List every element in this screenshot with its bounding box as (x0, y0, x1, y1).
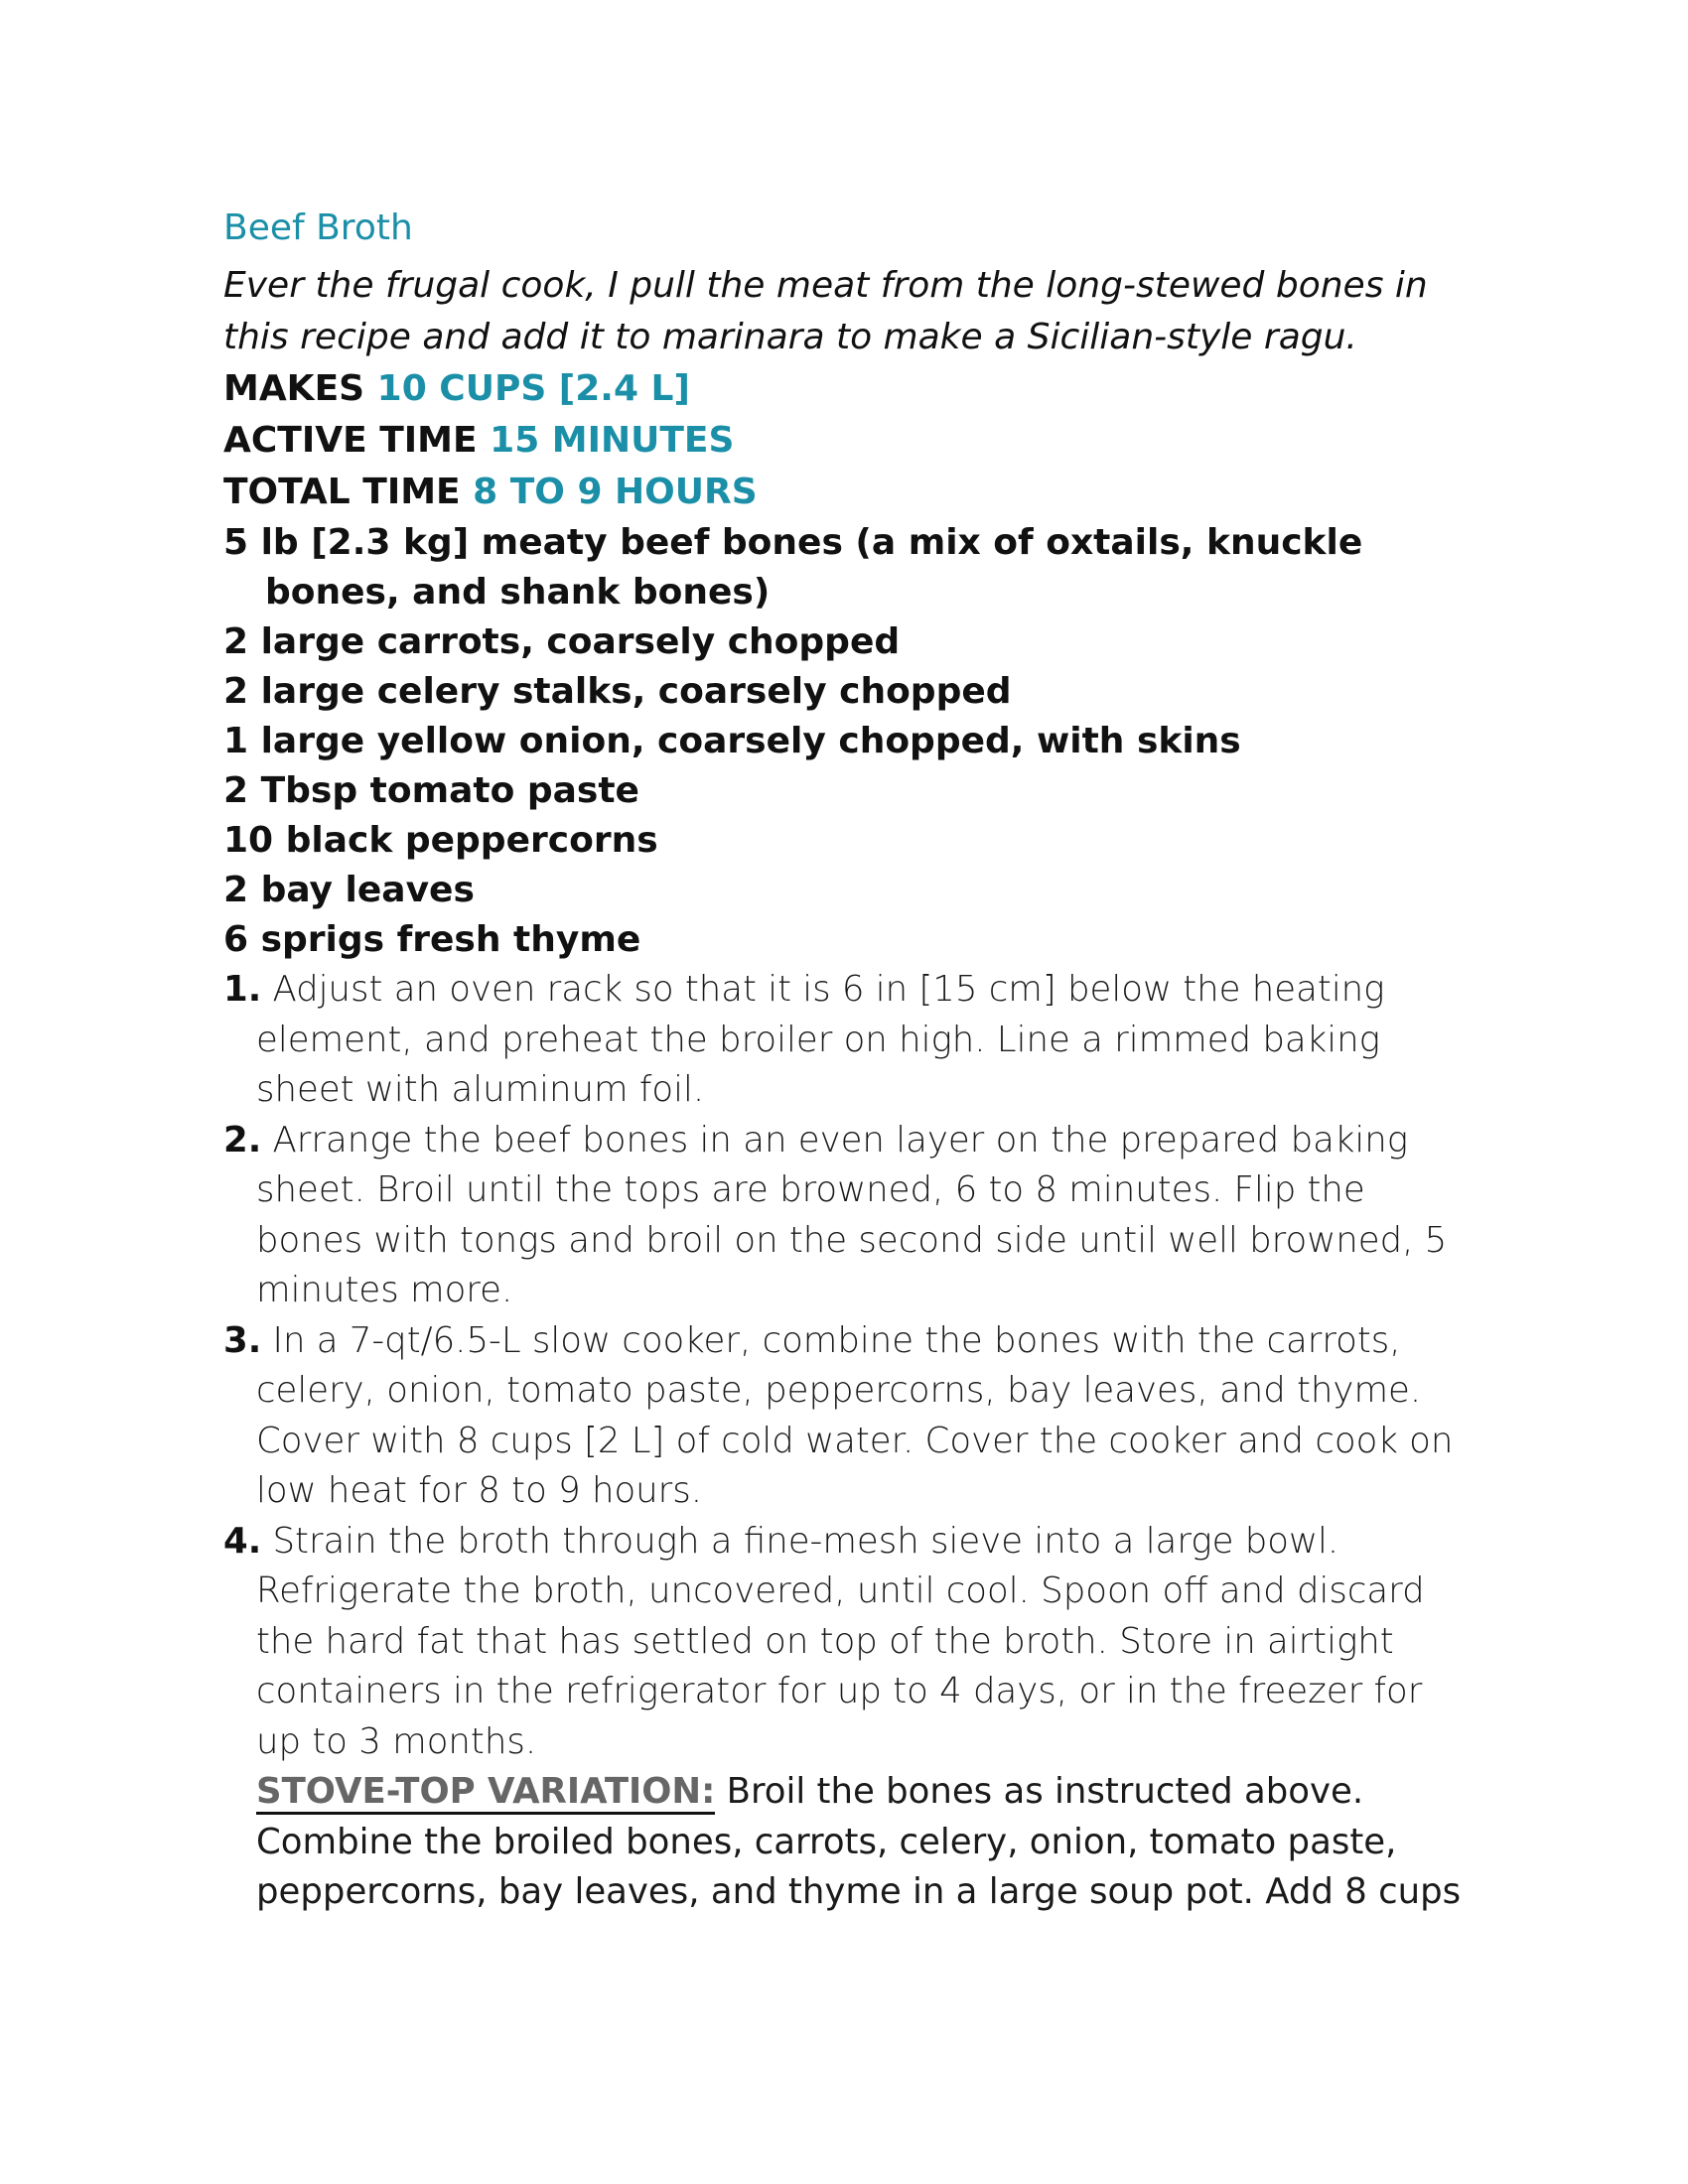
total-time-value: 8 TO 9 HOURS (473, 472, 758, 512)
total-time-line (223, 467, 1475, 518)
ingredient-item: 1 large yellow onion, coarsely chopped, with skins (223, 721, 1241, 761)
makes-value: 10 CUPS [2.4 L] (376, 368, 690, 409)
ingredient-item: 2 large celery stalks, coarsely chopped (223, 671, 1012, 712)
step-item (223, 1116, 1475, 1316)
ingredient-item: 2 Tbsp tomato paste (223, 770, 639, 811)
step-item (223, 1517, 1475, 1768)
ingredient-item: 6 sprigs fresh thyme (223, 919, 641, 960)
step-number: 4. (223, 1520, 262, 1562)
step-text: Adjust an oven rack so that it is 6 in [15 cm] below the heating element, and preheat the broiler on high. Line a rimmed baking sheet with aluminum foil. (256, 969, 1385, 1110)
ingredient-item: 2 large carrots, coarsely chopped (223, 621, 901, 662)
variation-text: Broil the bones as instructed above. Combine the broiled bones, carrots, celery, onion, tomato paste, peppercorns, bay leaves, and thyme in a large soup pot. Add 8 cups (256, 1771, 1462, 1912)
stove-top-variation (223, 1767, 1475, 1918)
step-list (223, 965, 1475, 1767)
step-text: In a 7-qt/6.5-L slow cooker, combine the bones with the carrots, celery, onion, tomato paste, peppercorns, bay leaves, and thyme. Cover with 8 cups [2 L] of cold water. Cover the cooker and cook on low heat for 8 to 9 hours. (256, 1319, 1454, 1511)
step-text: Strain the broth through a fine-mesh sieve into a large bowl. Refrigerate the broth, uncovered, until cool. Spoon off and discard the hard fat that has settled on top of the broth. Store in airtight containers in the refrigerator for up to 4 days, or in the freezer for up to 3 months. (256, 1520, 1425, 1762)
ingredient-item: 10 black peppercorns (223, 820, 658, 861)
recipe-page (223, 197, 1475, 1918)
step-text: Arrange the beef bones in an even layer on the prepared baking sheet. Broil until the tops are browned, 6 to 8 minutes. Flip the bones with tongs and broil on the second side until well browned, 5 minutes more. (256, 1119, 1448, 1310)
step-number: 3. (223, 1319, 262, 1361)
active-time-line (223, 415, 1475, 467)
step-number: 1. (223, 969, 262, 1010)
variation-label: STOVE-TOP VARIATION: (256, 1771, 715, 1815)
makes-line (223, 363, 1475, 415)
active-time-value: 15 MINUTES (490, 420, 735, 461)
active-time-label: ACTIVE TIME (223, 420, 478, 461)
step-item (223, 1316, 1475, 1517)
step-item (223, 965, 1475, 1116)
ingredient-list (223, 518, 1475, 965)
step-number: 2. (223, 1119, 262, 1160)
total-time-label: TOTAL TIME (223, 472, 461, 512)
recipe-intro: Ever the frugal cook, I pull the meat from the long-stewed bones in this recipe and add it to marinara to make a Sicilian-style ragu. (223, 265, 1428, 357)
ingredient-item: 5 lb [2.3 kg] meaty beef bones (a mix of oxtails, knuckle bones, and shank bones) (223, 522, 1363, 613)
recipe-title: Beef Broth (223, 207, 413, 248)
ingredient-item: 2 bay leaves (223, 870, 475, 910)
makes-label: MAKES (223, 368, 365, 409)
